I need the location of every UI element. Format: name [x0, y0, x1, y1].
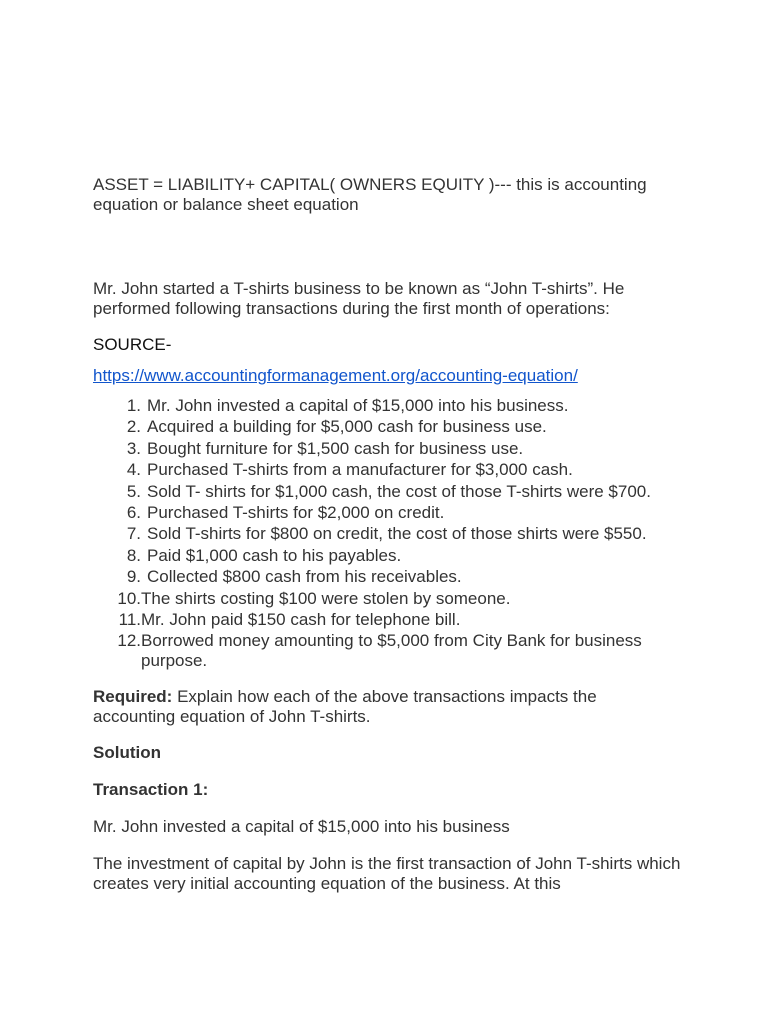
list-item — [93, 396, 683, 416]
intro-paragraph: Mr. John started a T-shirts business to be known as “John T-shirts”. He performed following transactions during the first month of operations: — [93, 279, 625, 318]
list-item-number: 4. — [126, 460, 141, 480]
required-paragraph — [93, 687, 683, 727]
list-item-text: Acquired a building for $5,000 cash for business use. — [147, 417, 547, 437]
source-link[interactable]: https://www.accountingformanagement.org/accounting-equation/ — [93, 366, 578, 385]
list-item — [93, 417, 683, 437]
list-item-text: The shirts costing $100 were stolen by someone. — [141, 588, 511, 608]
list-item — [93, 589, 683, 609]
list-item-text: Purchased T-shirts from a manufacturer for $3,000 cash. — [147, 460, 573, 480]
list-item — [93, 482, 683, 502]
transaction-body: The investment of capital by John is the first transaction of John T-shirts which creates very initial accounting equation of the business. At this — [93, 854, 681, 894]
list-item-number: 9. — [126, 567, 141, 587]
list-item-number: 6. — [126, 502, 141, 522]
list-item-number: 10. — [117, 588, 141, 608]
list-item — [93, 503, 683, 523]
list-item — [93, 439, 683, 459]
list-item-number: 8. — [126, 545, 141, 565]
list-item-number: 7. — [126, 524, 141, 544]
list-item-text: Collected $800 cash from his receivables. — [147, 567, 462, 587]
list-item-text: Sold T-shirts for $800 on credit, the cost of those shirts were $550. — [147, 524, 647, 544]
list-item — [93, 546, 683, 566]
list-item — [93, 610, 683, 630]
transaction-list — [93, 396, 683, 671]
transaction-description: Mr. John invested a capital of $15,000 into his business — [93, 817, 510, 837]
solution-heading: Solution — [93, 743, 161, 763]
list-item-text: Purchased T-shirts for $2,000 on credit. — [147, 502, 445, 522]
list-item-text: Mr. John paid $150 cash for telephone bill. — [141, 609, 461, 629]
list-item-text: Sold T- shirts for $1,000 cash, the cost of those T-shirts were $700. — [147, 481, 651, 501]
list-item — [93, 567, 683, 587]
transaction-heading: Transaction 1: — [93, 780, 209, 800]
list-item-text: Mr. John invested a capital of $15,000 into his business. — [147, 396, 569, 415]
list-item-number: 11. — [118, 609, 141, 629]
list-item-text: Paid $1,000 cash to his payables. — [147, 545, 402, 565]
list-item-number: 5. — [126, 481, 141, 501]
list-item-number: 2. — [126, 417, 141, 437]
required-label: Required: — [93, 687, 173, 707]
list-item — [93, 631, 683, 671]
required-text: Explain how each of the above transactions impacts the accounting equation of John T-shirts. — [93, 687, 597, 727]
list-item-number: 12. — [117, 631, 141, 651]
source-label: SOURCE- — [93, 335, 172, 354]
list-item-number: 3. — [126, 438, 141, 458]
list-item — [93, 524, 683, 544]
list-item — [93, 460, 683, 480]
accounting-equation-text: ASSET = LIABILITY+ CAPITAL( OWNERS EQUITY )--- this is accounting equation or balance sheet equation — [93, 175, 647, 214]
list-item-text: Borrowed money amounting to $5,000 from City Bank for business purpose. — [141, 631, 642, 671]
list-item-text: Bought furniture for $1,500 cash for business use. — [147, 438, 524, 458]
list-item-number: 1. — [126, 396, 141, 415]
document-page — [93, 175, 683, 894]
